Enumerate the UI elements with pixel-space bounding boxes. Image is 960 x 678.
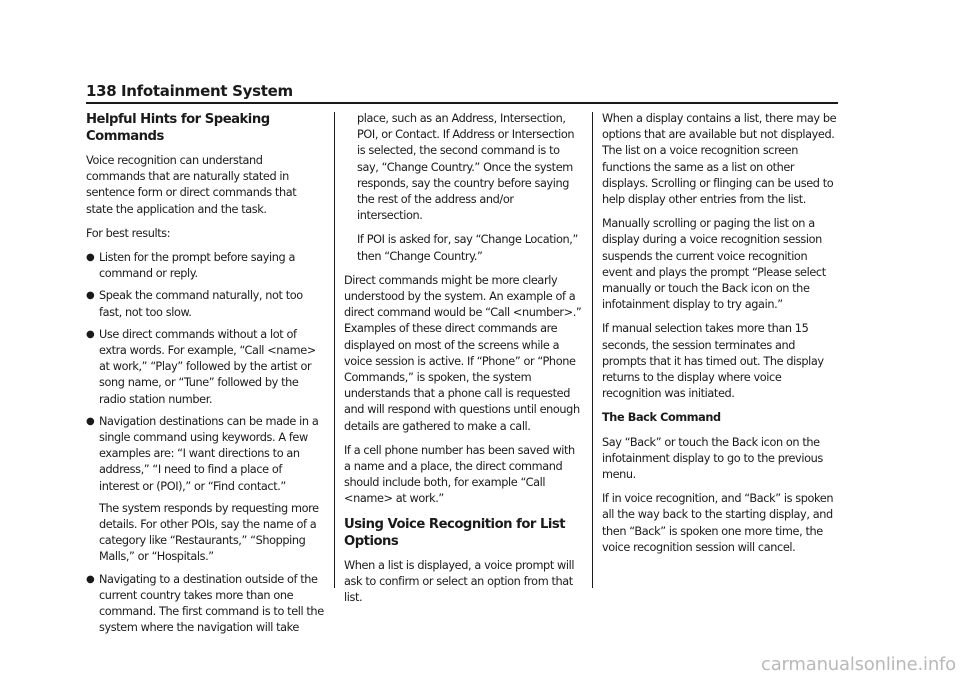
section-title: Infotainment System [121,82,293,100]
list-item: ● Navigation destinations can be made in a single command using keywords. A few examples are: “I want directions to an address,” “I need to find a place of interest or (POI),” or “Find contact.” The system responds by requesting more details. For other POIs, say the name of a category like “Restaurants,” “Shopping Malls,” or “Hospitals.” [86,414,324,566]
bullet-icon: ● [86,290,95,302]
manual-scroll-paragraph: Manually scrolling or paging the list on a display during a voice recognition session suspends the current voice recognition event and plays the prompt “Please select manually or touch the Back icon on the infotainment display to try again.” [602,217,826,312]
column-3 [602,111,840,564]
list-item: ● Listen for the prompt before saying a command or reply. [86,251,296,281]
list-item: ● Speak the command naturally, not too fast, not too slow. [86,289,303,319]
tips-list [86,250,324,636]
column-divider [592,112,593,588]
best-results-label: For best results: [86,226,171,240]
bullet-icon: ● [86,415,95,427]
list-display-paragraph: When a display contains a list, there may be options that are available but not displayed. The list on a voice recognition screen functions the same as a list on other displays. Scrolling or flinging can be used to help display other entries from the list. [602,112,837,207]
header-rule [86,102,838,104]
heading-helpful-hints: Helpful Hints for Speaking Commands [86,112,270,144]
column-1 [86,111,324,642]
list-displayed-paragraph: When a list is displayed, a voice prompt will ask to confirm or select an option from that list. [344,558,575,605]
cell-phone-paragraph: If a cell phone number has been saved with a name and a place, the direct command should include both, for example “Call <name> at work.” [344,443,575,506]
back-cancel-paragraph: If in voice recognition, and “Back” is spoken all the way back to the starting display, and then “Back” is spoken one more time, the voice recognition session will cancel. [602,492,834,554]
column-2 [344,111,582,614]
intro-paragraph: Voice recognition can understand commands that are naturally stated in sentence form or direct commands that state the application and the task. [86,154,297,216]
bullet-icon: ● [86,573,95,585]
direct-commands-paragraph: Direct commands might be more clearly understood by the system. An example of a direct command would be “Call <number>.” Examples of these direct commands are displayed on most of the screens while a voice session is active. If “Phone” or “Phone Commands,” is spoken, the system understands that a phone call is requested and will respond with questions until enough details are gathered to make a call. [344,273,582,433]
timeout-paragraph: If manual selection takes more than 15 seconds, the session terminates and prompts that it has timed out. The display returns to the display where voice recognition was initiated. [602,322,824,401]
list-item: ● Use direct commands without a lot of extra words. For example, “Call <name> at work,” “Play” followed by the artist or song name, or “Tune” followed by the radio station number. [86,327,316,406]
list-item: ● Navigating to a destination outside of the current country takes more than one command. The first command is to tell the system where the navigation will take [86,572,324,635]
bullet-icon: ● [86,328,95,340]
heading-list-options: Using Voice Recognition for List Options [344,516,566,549]
back-paragraph: Say “Back” or touch the Back icon on the infotainment display to go to the previous menu. [602,435,823,482]
column-divider [334,112,335,588]
bullet-icon: ● [86,252,95,264]
page-number: 138 [86,82,117,100]
sub-paragraph: The system responds by requesting more details. For other POIs, say the name of a category like “Restaurants,” “Shopping Malls,” or “Hospitals.” [99,501,319,564]
watermark: carmanualsonline.info [761,654,956,675]
continued-paragraph: place, such as an Address, Intersection, POI, or Contact. If Address or Intersection is selected, the second command is to say, “Change Country.” Once the system responds, say the country before saying the rest of the address and/or intersection. [357,112,575,223]
heading-back-command: The Back Command [602,411,721,425]
poi-paragraph: If POI is asked for, say “Change Location,” then “Change Country.” [357,233,578,263]
